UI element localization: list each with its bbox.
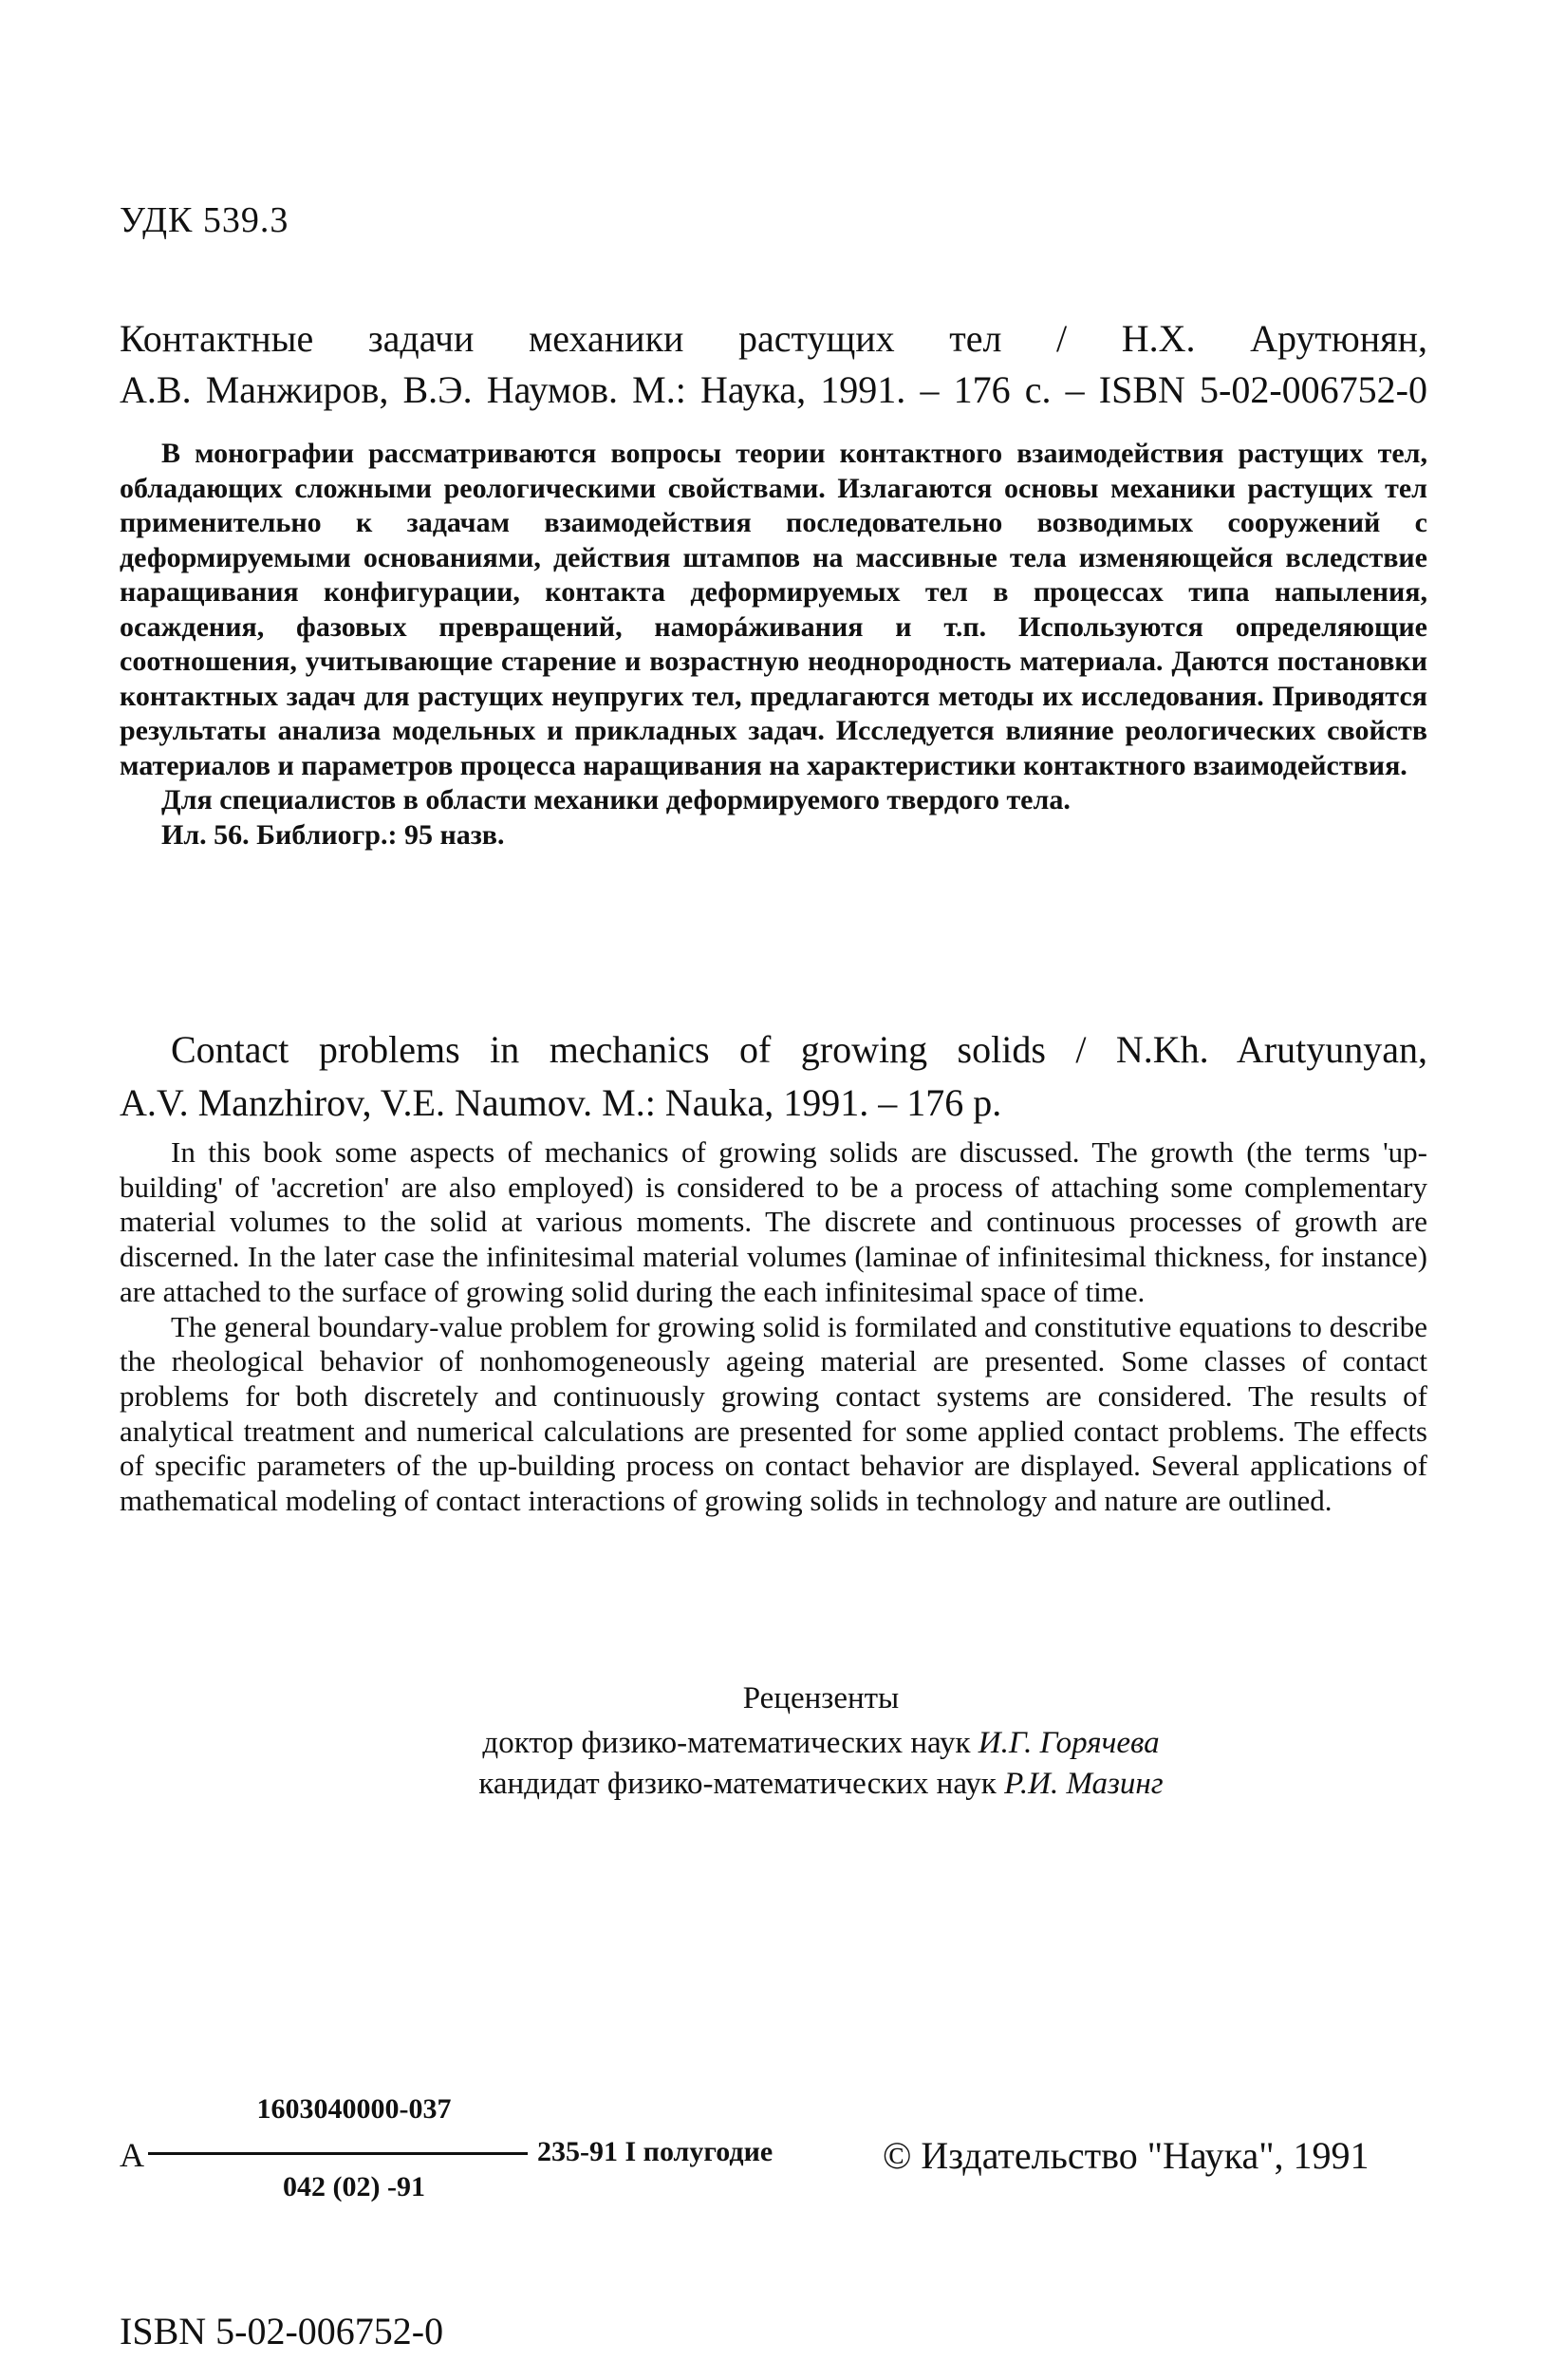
code-numerator: 1603040000-037 <box>256 2093 452 2125</box>
abstract-ru-paragraph-1: В монографии рассматриваются вопросы теории контактного взаимодействия растущих тел, обладающих сложными реологическими свойствами. Излагаются основы механики растущих тел применительно к задачам взаимодействия последовательно возводимых сооружений с деформируемыми основаниями, действия штампов на массивные тела изменяющейся вследствие наращивания конфигурации, контакта деформируемых тел в процессах типа напыления, осаждения, фазовых превращений, наморáживания и т.п. Используются определяющие соотношения, учитывающие старение и возрастную неоднородность материала. Даются постановки контактных задач для растущих неупругих тел, предлагаются методы их исследования. Приводятся результаты анализа модельных и прикладных задач. Исследуется влияние реологических свойств материалов и параметров процесса наращивания на характеристики контактного взаимодействия. <box>120 438 1427 781</box>
copyright-notice: © Издательство "Наука", 1991 <box>883 2134 1370 2177</box>
bibliographic-title-ru <box>120 313 1427 416</box>
reviewer-1 <box>214 1723 1427 1764</box>
reviewers-heading: Рецензенты <box>742 1681 900 1715</box>
code-letter: А <box>120 2136 144 2174</box>
abstract-en-paragraph-2: The general boundary-value problem for growing solid is formilated and constitutive equations to describe the rheological behavior of nonhomogeneously ageing material are presented. Some classes of contact problems for both discretely and continuously growing contact systems are considered. The results of analytical treatment and numerical calculations are presented for some applied contact problems. The effects of specific parameters of the up-building process on contact behavior are displayed. Several applications of mathematical modeling of contact interactions of growing solids in technology and nature are outlined. <box>120 1309 1427 1518</box>
code-denominator: 042 (02) -91 <box>283 2171 425 2202</box>
title-en-line-2: A.V. Manzhirov, V.E. Naumov. M.: Nauka, 1991. – 176 p. <box>120 1081 1002 1124</box>
reviewer-2 <box>214 1764 1427 1805</box>
abstract-en <box>120 1135 1427 1519</box>
title-ru-line-2: А.В. Манжиров, В.Э. Наумов. М.: Наука, 1991. – 176 с. – ISBN 5-02-006752-0 <box>120 368 1427 411</box>
reviewer-1-title: доктор физико-математических наук <box>482 1726 971 1760</box>
title-ru-line-1: Контактные задачи механики растущих тел / Н.Х. Арутюнян, <box>120 317 1427 360</box>
reviewer-2-title: кандидат физико-математических наук <box>478 1767 997 1801</box>
isbn: ISBN 5-02-006752-0 <box>120 2310 444 2352</box>
reviewers-block <box>120 1678 1427 1805</box>
reviewer-1-name: И.Г. Горячева <box>978 1726 1160 1760</box>
fraction-line <box>148 2152 528 2155</box>
udk-code: УДК 539.3 <box>120 200 289 240</box>
reviewer-2-name: Р.И. Мазинг <box>1004 1767 1164 1801</box>
abstract-en-paragraph-1: In this book some aspects of mechanics of growing solids are discussed. The growth (the terms 'up-building' of 'accretion' are also employed) is considered to be a process of attaching some complementary material volumes to the solid at various moments. The discrete and continuous processes of growth are discerned. In the later case the infinitesimal material volumes (laminae of infinitesimal thickness, for instance) are attached to the surface of growing solid during the each infinitesimal space of time. <box>120 1135 1427 1308</box>
abstract-ru-paragraph-2: Для специалистов в области механики деформируемого твердого тела. <box>161 784 1071 815</box>
abstract-ru-paragraph-3: Ил. 56. Библиогр.: 95 назв. <box>161 818 505 851</box>
abstract-ru <box>120 437 1427 853</box>
title-en-line-1: Contact problems in mechanics of growing solids / N.Kh. Arutyunyan, <box>171 1028 1427 1071</box>
code-plan-number: 235-91 I полугодие <box>537 2136 774 2167</box>
bibliographic-title-en <box>120 1023 1427 1130</box>
publication-code <box>120 2093 784 2217</box>
